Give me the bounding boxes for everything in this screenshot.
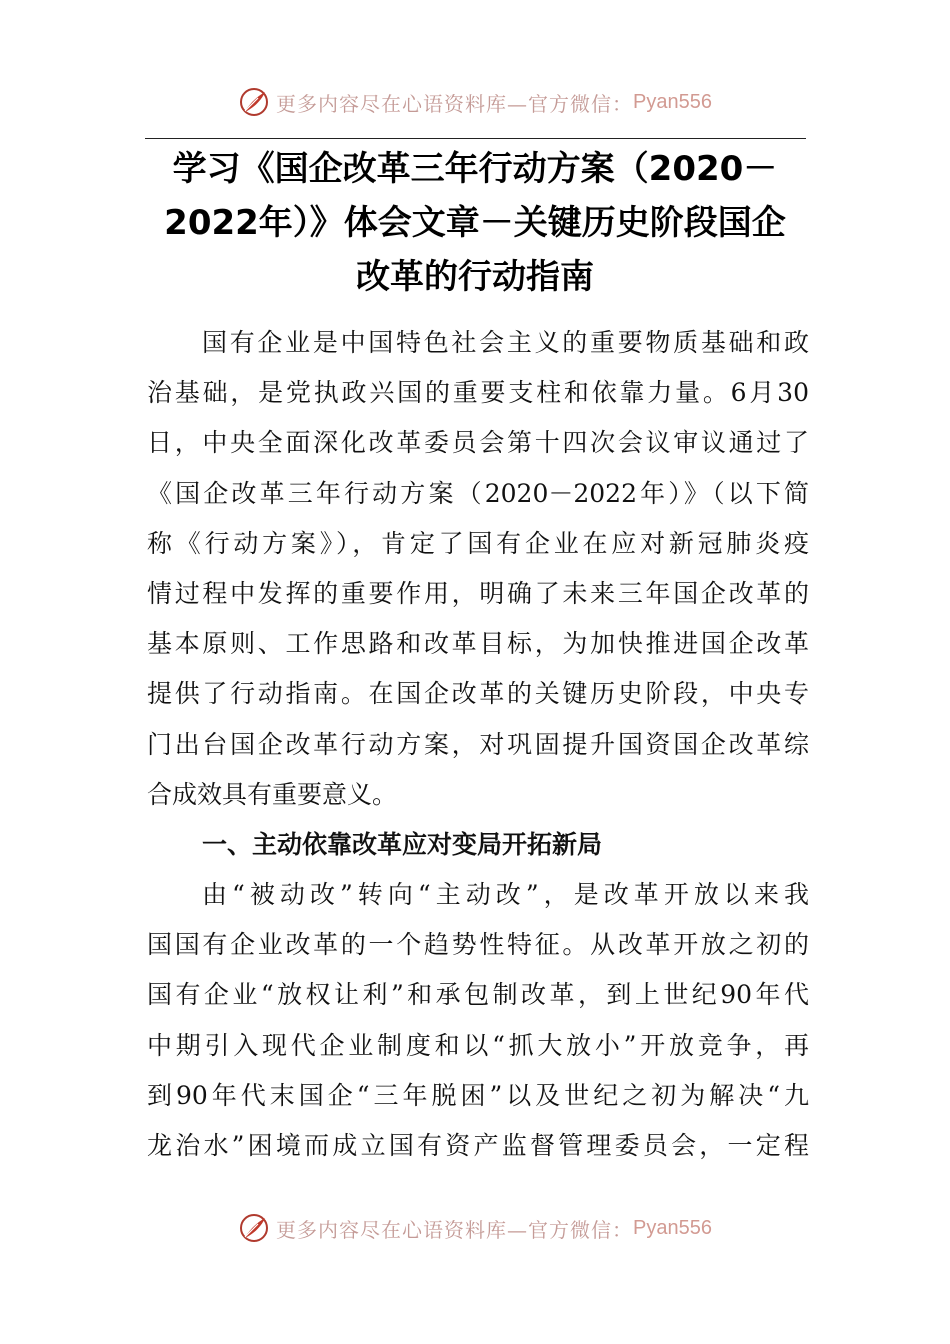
title-line: 2022年）》体会文章－关键历史阶段国企 [164, 203, 786, 243]
feather-pen-logo-icon [238, 86, 270, 118]
footer-watermark-handle: Pyan556 [633, 1216, 712, 1239]
document-title [120, 142, 830, 304]
title-line: 改革的行动指南 [356, 257, 594, 297]
paragraph-line: 龙治水”困境而成立国有资产监督管理委员会，一定程 [147, 1131, 809, 1160]
title-line: 学习《国企改革三年行动方案（2020－ [172, 149, 778, 189]
feather-pen-logo-icon [238, 1212, 270, 1244]
header-watermark-banner [0, 82, 950, 122]
paragraph-line: 称《行动方案》），肯定了国有企业在应对新冠肺炎疫 [147, 528, 809, 558]
paragraph-line: 基本原则、工作思路和改革目标，为加快推进国企改革 [147, 629, 809, 659]
header-divider [145, 138, 806, 139]
paragraph-line: 治基础，是党执政兴国的重要支柱和依靠力量。6月30 [147, 378, 809, 408]
footer-watermark-text: 更多内容尽在心语资料库—官方微信： [276, 1217, 634, 1242]
paragraph-line: 国有企业是中国特色社会主义的重要物质基础和政 [202, 328, 809, 357]
document-body [147, 318, 809, 1171]
paragraph-line: 提供了行动指南。在国企改革的关键历史阶段，中央专 [147, 679, 809, 709]
header-watermark-text: 更多内容尽在心语资料库—官方微信： [276, 91, 634, 116]
paragraph-line: 情过程中发挥的重要作用，明确了未来三年国企改革的 [147, 578, 809, 608]
paragraph-line: 日，中央全面深化改革委员会第十四次会议审议通过了 [147, 428, 809, 458]
section-heading: 一、主动依靠改革应对变局开拓新局 [202, 829, 603, 859]
paragraph-line: 由“被动改”转向“主动改”，是改革开放以来我 [202, 880, 809, 910]
paragraph-line: 合成效具有重要意义。 [147, 779, 398, 809]
paragraph-line: 国有企业“放权让利”和承包制改革，到上世纪90年代 [147, 980, 809, 1010]
paragraph-line: 门出台国企改革行动方案，对巩固提升国资国企改革综 [147, 729, 809, 759]
paragraph-line: 国国有企业改革的一个趋势性特征。从改革开放之初的 [147, 930, 809, 960]
paragraph-line: 中期引入现代企业制度和以“抓大放小”开放竞争，再 [147, 1030, 809, 1060]
paragraph-line: 《国企改革三年行动方案（2020－2022年）》（以下简 [147, 478, 809, 508]
header-watermark-handle: Pyan556 [633, 90, 712, 113]
footer-watermark-banner [0, 1208, 950, 1248]
paragraph-line: 到90年代末国企“三年脱困”以及世纪之初为解决“九 [147, 1080, 809, 1110]
